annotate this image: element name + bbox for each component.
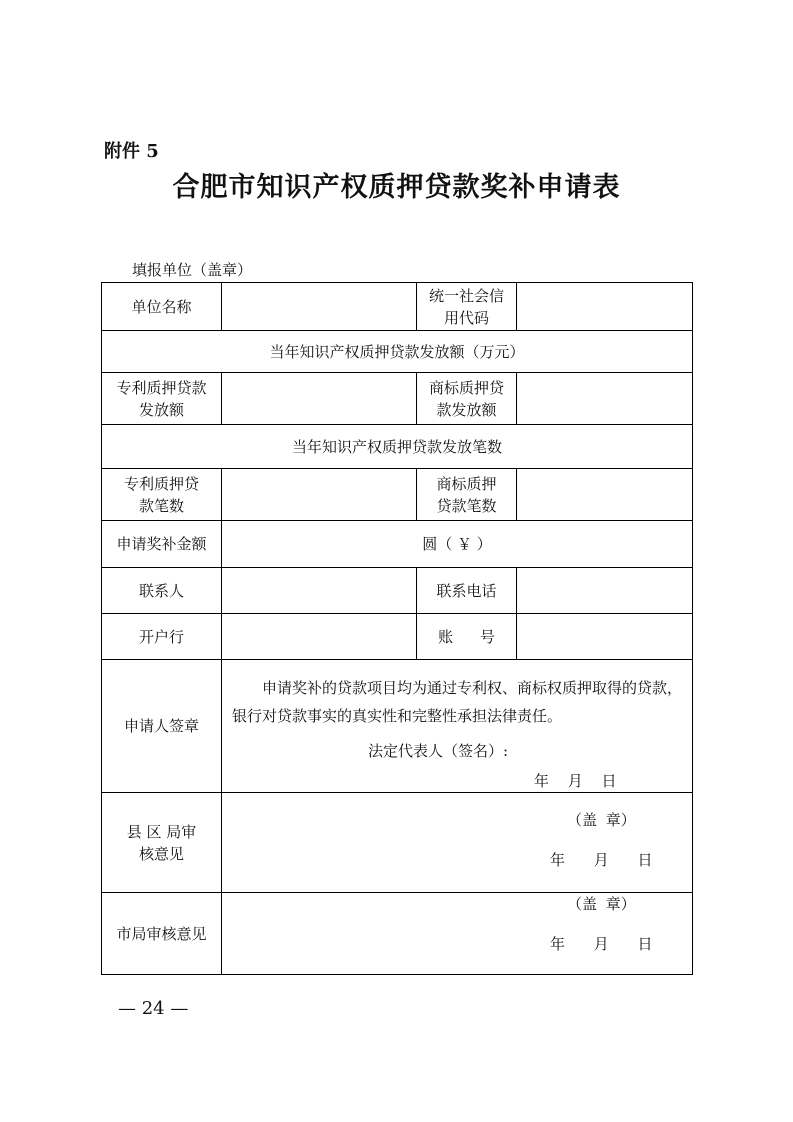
trademark-count-label: 商标质押贷款笔数 [417,469,517,521]
credit-code-field[interactable] [517,283,693,331]
declaration-text: 申请奖补的贷款项目均为通过专利权、商标权质押取得的贷款，银行对贷款事实的真实性和完整性承担法律责任。 [232,679,683,725]
subsidy-amount-value: 圆（ ￥ ） [422,535,492,553]
applicant-date: 年 月 日 [534,772,617,790]
filler-unit-label: 填报单位（盖章） [132,261,253,279]
subsidy-amount-field[interactable] [222,521,693,568]
page-number: — 24 — [118,998,189,1019]
patent-count-field[interactable] [222,469,417,521]
trademark-amount-label: 商标质押贷款发放额 [417,373,517,425]
application-form [101,282,693,975]
account-label: 账 号 [417,614,517,660]
unit-name-field[interactable] [222,283,417,331]
bank-label: 开户行 [102,614,222,660]
trademark-amount-field[interactable] [517,373,693,425]
patent-amount-label: 专利质押贷款发放额 [102,373,222,425]
trademark-count-field[interactable] [517,469,693,521]
applicant-signature-field[interactable] [222,660,693,793]
city-review-date: 年 月 日 [550,935,653,953]
unit-name-label: 单位名称 [102,283,222,331]
patent-count-label: 专利质押贷款笔数 [102,469,222,521]
bank-field[interactable] [222,614,417,660]
county-seal-label: （盖 章） [567,811,636,829]
account-field[interactable] [517,614,693,660]
city-seal-label: （盖 章） [567,895,636,913]
city-review-field[interactable] [222,893,693,975]
contact-field[interactable] [222,568,417,614]
amount-section-header: 当年知识产权质押贷款发放额（万元） [102,331,693,373]
credit-code-label: 统一社会信用代码 [417,283,517,331]
county-review-field[interactable] [222,793,693,893]
city-review-label: 市局审核意见 [102,893,222,975]
applicant-signature-label: 申请人签章 [102,660,222,793]
phone-label: 联系电话 [417,568,517,614]
phone-field[interactable] [517,568,693,614]
attachment-label: 附件 5 [104,141,159,162]
subsidy-amount-label: 申请奖补金额 [102,521,222,568]
county-review-date: 年 月 日 [550,851,653,869]
page-title: 合肥市知识产权质押贷款奖补申请表 [172,172,621,203]
county-review-label: 县 区 局审核意见 [102,793,222,893]
patent-amount-field[interactable] [222,373,417,425]
count-section-header: 当年知识产权质押贷款发放笔数 [102,425,693,469]
legal-representative-label: 法定代表人（签名）: [368,742,509,760]
contact-label: 联系人 [102,568,222,614]
